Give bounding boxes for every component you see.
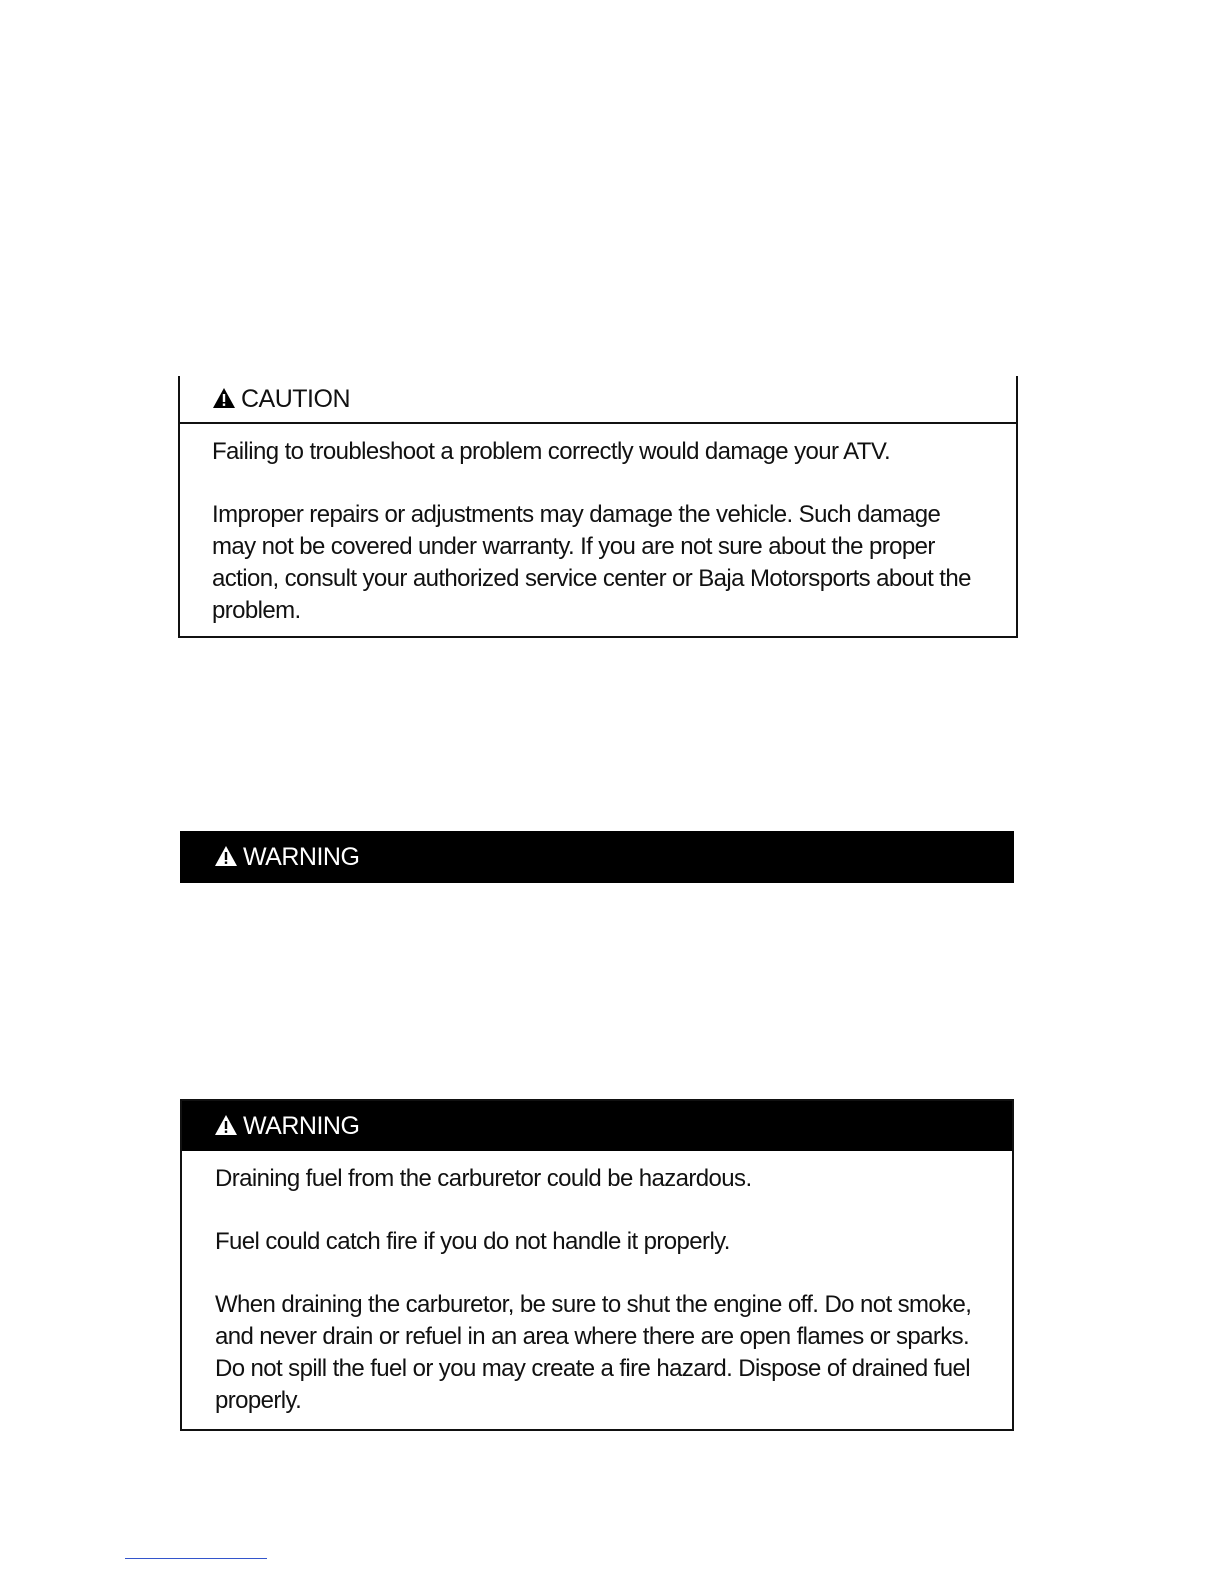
warning-paragraph: Fuel could catch fire if you do not handle it properly. <box>215 1228 730 1255</box>
warning-paragraph: Draining fuel from the carburetor could be hazardous. <box>215 1165 752 1192</box>
caution-paragraph: Improper repairs or adjustments may damage the vehicle. Such damage may not be covered under warranty. If you are not sure about the proper action, consult your authorized service center or Baja Motorsports about the problem. <box>212 501 971 624</box>
caution-paragraph: Failing to troubleshoot a problem correctly would damage your ATV. <box>212 438 891 465</box>
warning-paragraph: When draining the carburetor, be sure to shut the engine off. Do not smoke, and never drain or refuel in an area where there are open flames or sparks. Do not spill the fuel or you may create a fire hazard. Dispose of drained fuel properly. <box>215 1291 972 1414</box>
warning-triangle-icon <box>214 845 238 867</box>
warning-notice <box>180 1099 1014 1431</box>
caution-title: CAUTION <box>241 384 350 413</box>
caution-body <box>180 424 1016 627</box>
caution-notice <box>178 376 1018 638</box>
warning-triangle-icon <box>212 387 236 409</box>
warning-triangle-icon <box>214 1114 238 1136</box>
warning-title: WARNING <box>243 842 360 871</box>
warning-title: WARNING <box>243 1111 360 1140</box>
footer-rule <box>125 1558 267 1559</box>
warning-body <box>182 1151 1012 1417</box>
caution-header <box>180 376 1016 424</box>
warning-header <box>182 1101 1012 1151</box>
warning-header-bar <box>180 831 1014 883</box>
